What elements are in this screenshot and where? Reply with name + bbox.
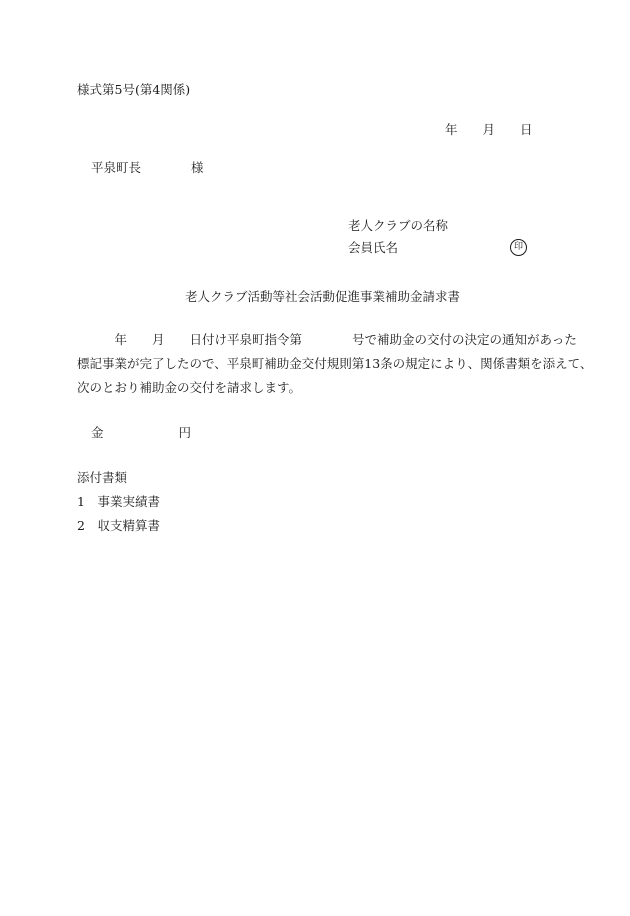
member-name-label: 会員氏名 [348, 240, 399, 255]
seal-icon: 印 [510, 239, 527, 256]
form-number: 様式第5号(第4関係) [77, 82, 191, 97]
body-text-line-2: 標記事業が完了したので、平泉町補助金交付規則第13条の規定により、関係書類を添えて、 [77, 356, 593, 371]
attachments-heading: 添付書類 [77, 470, 128, 485]
attachment-item: 2 収支精算書 [77, 518, 160, 533]
body-text-line-3: 次のとおり補助金の交付を請求します。 [77, 380, 302, 395]
club-name-label: 老人クラブの名称 [348, 218, 449, 233]
body-text-line-1: 年 月 日付け平泉町指令第 号で補助金の交付の決定の通知があった [77, 332, 577, 347]
amount-line: 金 円 [91, 425, 192, 440]
date-line: 年 月 日 [445, 122, 533, 137]
addressee: 平泉町長 様 [91, 160, 204, 175]
attachment-item: 1 事業実績書 [77, 494, 160, 509]
document-title: 老人クラブ活動等社会活動促進事業補助金請求書 [185, 289, 461, 304]
